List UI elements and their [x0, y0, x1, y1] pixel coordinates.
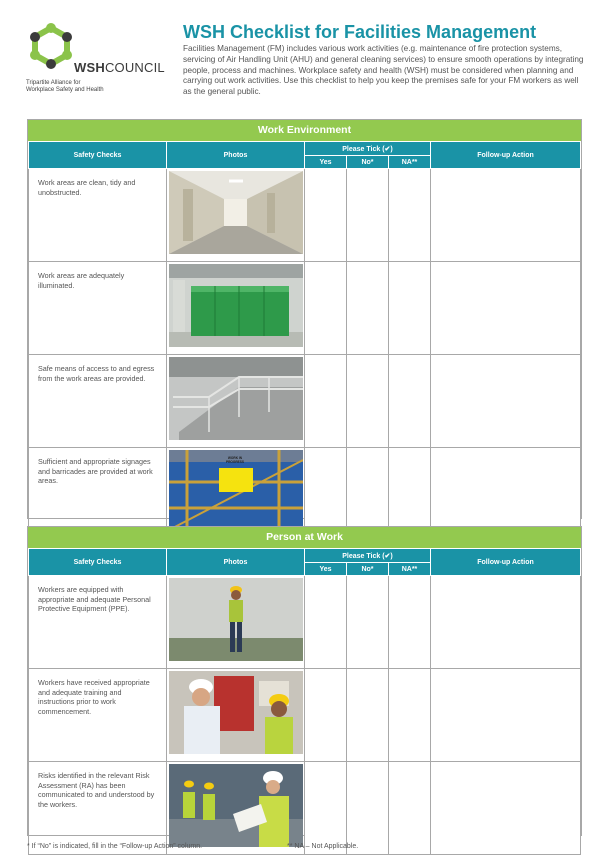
no-checkbox[interactable] [347, 262, 389, 355]
check-text: Risks identified in the relevant Risk Assessment (RA) has been communicated to and understood by the workers. [29, 762, 167, 855]
yes-checkbox[interactable] [305, 355, 347, 448]
col-photos: Photos [167, 549, 305, 576]
footnote-no: * If “No” is indicated, fill in the “Follow-up Action” column. [27, 843, 203, 850]
table-row [29, 169, 581, 262]
no-checkbox[interactable] [347, 355, 389, 448]
checklist-table [28, 548, 581, 855]
person-at-work-section [27, 526, 582, 836]
table-row [29, 576, 581, 669]
na-checkbox[interactable] [389, 669, 431, 762]
section-title: Work Environment [28, 120, 581, 141]
col-please-tick: Please Tick (✔) [305, 549, 431, 563]
training-photo [169, 671, 303, 754]
no-checkbox[interactable] [347, 576, 389, 669]
col-safety-checks: Safety Checks [29, 549, 167, 576]
check-text: Safe means of access to and egress from the work areas are provided. [29, 355, 167, 448]
air-handling-unit-photo [169, 264, 303, 347]
col-no: No* [347, 563, 389, 576]
col-please-tick: Please Tick (✔) [305, 142, 431, 156]
logo-subtitle: Tripartite Alliance for Workplace Safety and Health [26, 80, 104, 93]
follow-up-field[interactable] [431, 355, 581, 448]
col-photos: Photos [167, 142, 305, 169]
col-follow-up: Follow-up Action [431, 549, 581, 576]
follow-up-field[interactable] [431, 762, 581, 855]
no-checkbox[interactable] [347, 169, 389, 262]
col-yes: Yes [305, 563, 347, 576]
yes-checkbox[interactable] [305, 262, 347, 355]
yes-checkbox[interactable] [305, 669, 347, 762]
col-follow-up: Follow-up Action [431, 142, 581, 169]
col-safety-checks: Safety Checks [29, 142, 167, 169]
check-text: Workers are equipped with appropriate and adequate Personal Protective Equipment (PPE). [29, 576, 167, 669]
worker-ppe-photo [169, 578, 303, 661]
intro-paragraph: Facilities Management (FM) includes various work activities (e.g. maintenance of fire protection systems, servicing of Air Handling Unit (AHU) and general cleaning services) to ensure smooth operations by integrating people, process and machines. Workplace safety and health (WSH) must be considered when planning and carrying out work activities. Use this checklist to help you keep the premises safe for your FM workers as well as the general public. [183, 44, 584, 97]
yes-checkbox[interactable] [305, 169, 347, 262]
yes-checkbox[interactable] [305, 762, 347, 855]
footnote-na: ** NA – Not Applicable. [287, 843, 359, 850]
na-checkbox[interactable] [389, 762, 431, 855]
check-text: Work areas are adequately illuminated. [29, 262, 167, 355]
table-row [29, 262, 581, 355]
wsh-council-emblem-icon [26, 22, 76, 72]
table-row [29, 669, 581, 762]
staircase-photo [169, 357, 303, 440]
follow-up-field[interactable] [431, 169, 581, 262]
corridor-photo [169, 171, 303, 254]
section-title: Person at Work [28, 527, 581, 548]
table-row [29, 355, 581, 448]
follow-up-field[interactable] [431, 669, 581, 762]
work-environment-section [27, 119, 582, 519]
checklist-table [28, 141, 581, 541]
follow-up-field[interactable] [431, 576, 581, 669]
work-in-progress-sign: WORK IN PROGRESS [225, 456, 245, 464]
logo-wordmark: WSHCOUNCIL [74, 60, 165, 75]
col-yes: Yes [305, 156, 347, 169]
na-checkbox[interactable] [389, 355, 431, 448]
na-checkbox[interactable] [389, 576, 431, 669]
briefing-photo [169, 764, 303, 847]
na-checkbox[interactable] [389, 169, 431, 262]
na-checkbox[interactable] [389, 262, 431, 355]
check-text: Workers have received appropriate and adequate training and instructions prior to work commencement. [29, 669, 167, 762]
no-checkbox[interactable] [347, 669, 389, 762]
col-no: No* [347, 156, 389, 169]
check-text: Sufficient and appropriate signages and barricades are provided at work areas. [29, 448, 167, 541]
check-text: Work areas are clean, tidy and unobstructed. [29, 169, 167, 262]
wsh-council-logo [26, 22, 176, 102]
col-na: NA** [389, 156, 431, 169]
col-na: NA** [389, 563, 431, 576]
follow-up-field[interactable] [431, 262, 581, 355]
no-checkbox[interactable] [347, 762, 389, 855]
page-title: WSH Checklist for Facilities Management [183, 22, 537, 42]
yes-checkbox[interactable] [305, 576, 347, 669]
table-row [29, 762, 581, 855]
